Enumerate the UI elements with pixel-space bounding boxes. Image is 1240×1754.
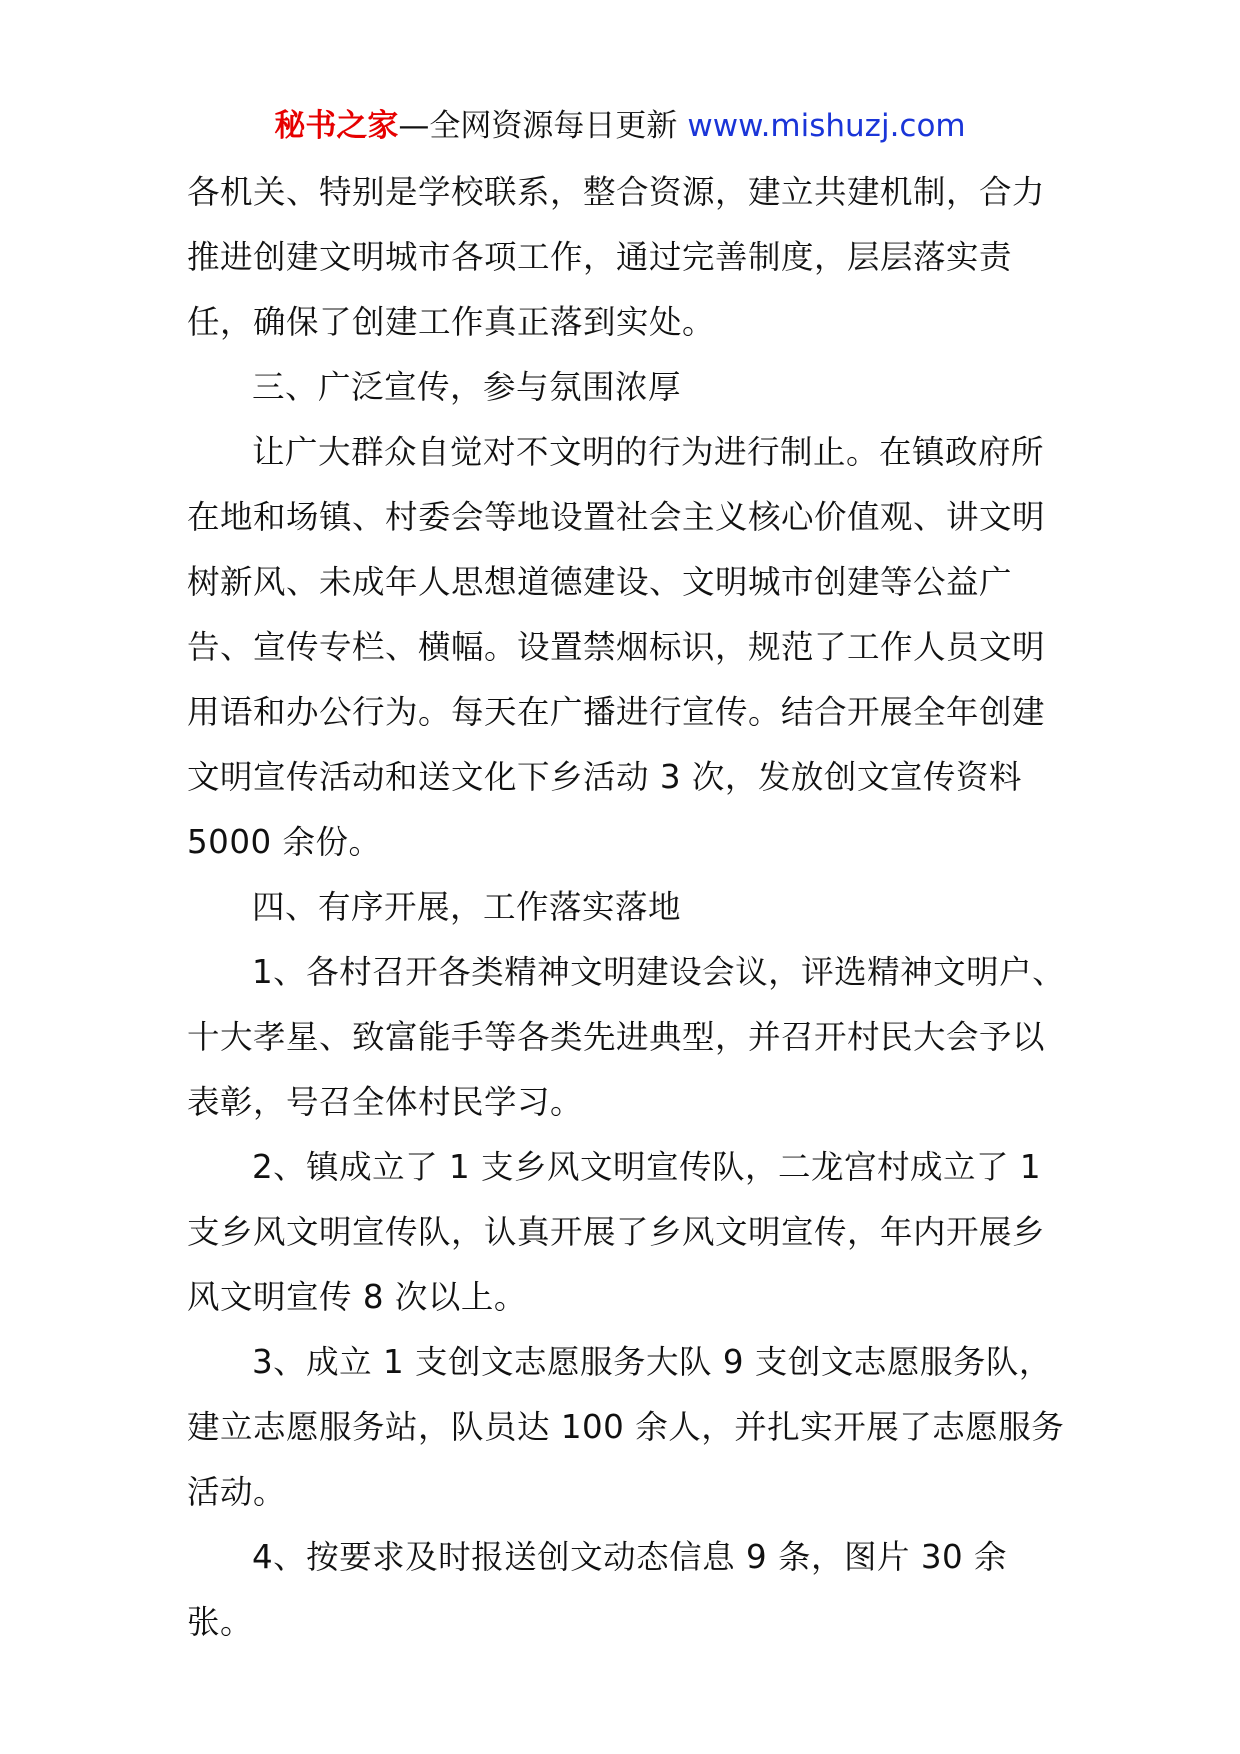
- document-body: [187, 160, 1067, 1655]
- paragraph-publicity: 让广大群众自觉对不文明的行为进行制止。在镇政府所在地和场镇、村委会等地设置社会主义核心价值观、讲文明树新风、未成年人思想道德建设、文明城市创建等公益广告、宣传专栏、横幅。设置禁烟标识，规范了工作人员文明用语和办公行为。每天在广播进行宣传。结合开展全年创建文明宣传活动和送文化下乡活动 3 次，发放创文宣传资料 5000 余份。: [187, 433, 1046, 861]
- list-item-3: 3、成立 1 支创文志愿服务大队 9 支创文志愿服务队，建立志愿服务站，队员达 100 余人，并扎实开展了志愿服务活动。: [187, 1343, 1065, 1511]
- site-url-link[interactable]: www.mishuzj.com: [687, 108, 966, 144]
- paragraph-continuation: 各机关、特别是学校联系，整合资源，建立共建机制，合力推进创建文明城市各项工作，通过完善制度，层层落实责任，确保了创建工作真正落到实处。: [187, 173, 1046, 341]
- brand-name: 秘书之家: [274, 108, 399, 144]
- section-heading-4: 四、有序开展，工作落实落地: [252, 888, 682, 926]
- header-tagline: —全网资源每日更新: [398, 108, 678, 144]
- page-header: [0, 104, 1240, 148]
- list-item-2: 2、镇成立了 1 支乡风文明宣传队，二龙宫村成立了 1 支乡风文明宣传队，认真开展了乡风文明宣传，年内开展乡风文明宣传 8 次以上。: [187, 1148, 1046, 1316]
- list-item-4: 4、按要求及时报送创文动态信息 9 条，图片 30 余张。: [187, 1538, 1008, 1641]
- list-item-1: 1、各村召开各类精神文明建设会议，评选精神文明户、十大孝星、致富能手等各类先进典型，并召开村民大会予以表彰，号召全体村民学习。: [187, 953, 1066, 1121]
- section-heading-3: 三、广泛宣传，参与氛围浓厚: [252, 368, 682, 406]
